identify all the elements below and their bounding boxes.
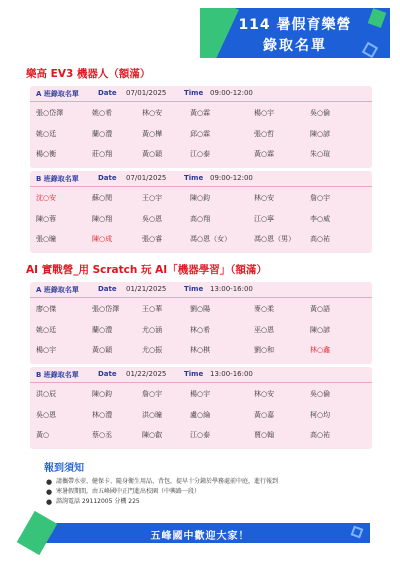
student-name: 蔡○丞 [92, 431, 113, 439]
student-name: 高○祐 [310, 431, 331, 439]
table-row [30, 325, 372, 336]
notice-text: 請攜帶水壺、健保卡、隨身衛生用品、背包，提早十分鐘於學務處前中庭，進行報到 [56, 478, 279, 485]
student-name: 詹○宇 [310, 194, 331, 202]
student-name: 陳○成 [92, 235, 113, 243]
notice-list [46, 477, 376, 507]
panel-divider [30, 297, 372, 298]
class-panel [30, 171, 372, 253]
student-name: 江○泰 [190, 431, 211, 439]
student-name: 劉○和 [254, 346, 275, 354]
page-subtitle: 錄取名單 [263, 38, 327, 54]
student-name: 吳○倫 [310, 109, 331, 117]
student-name: 尤○振 [142, 346, 163, 354]
notice-item [46, 497, 376, 507]
time-value: 13:00-16:00 [210, 285, 253, 293]
student-name: 陳○叡 [142, 431, 163, 439]
student-name: 楊○宇 [36, 346, 57, 354]
bullet-icon: ● [46, 478, 53, 486]
student-name: 尤○涵 [142, 326, 163, 334]
student-name: 洪○辰 [36, 390, 57, 398]
footer-banner [30, 523, 370, 543]
date-label: Date [98, 370, 117, 378]
student-name: 廖○傑 [36, 305, 57, 313]
table-row [30, 149, 372, 160]
date-label: Date [98, 285, 117, 293]
student-name: 張○岱澤 [36, 109, 64, 117]
student-name: 柯○均 [310, 411, 331, 419]
table-row [30, 345, 372, 356]
student-name: 黃○語 [310, 305, 331, 313]
student-name: 洪○瞳 [142, 411, 163, 419]
table-row [30, 430, 372, 441]
student-name: 高○翔 [190, 215, 211, 223]
student-name: 張○岱澤 [92, 305, 120, 313]
notice-text: 諮詢電話 29112005 分機 225 [56, 498, 140, 505]
table-row [30, 410, 372, 421]
table-row [30, 234, 372, 245]
student-name: 楊○宇 [190, 390, 211, 398]
panel-divider [30, 101, 372, 102]
student-name: 江○寧 [254, 215, 275, 223]
date-value: 07/01/2025 [126, 89, 167, 97]
student-name: 莊○翔 [92, 150, 113, 158]
panel-header [36, 89, 366, 101]
student-name: 盧○綸 [190, 411, 211, 419]
student-name: 陳○諺 [310, 130, 331, 138]
page-title: 114 暑假育樂營 [238, 17, 352, 33]
notice-item [46, 477, 376, 487]
time-label: Time [184, 89, 204, 97]
student-name: 朱○瑄 [310, 150, 331, 158]
student-name: 江○泰 [190, 150, 211, 158]
student-name: 邱○霖 [190, 130, 211, 138]
date-value: 01/22/2025 [126, 370, 167, 378]
student-name: 張○睿 [142, 235, 163, 243]
student-name: 姚○廷 [36, 326, 57, 334]
time-value: 09:00-12:00 [210, 174, 253, 182]
student-name: 詹○宇 [142, 390, 163, 398]
panel-header [36, 285, 366, 297]
bullet-icon: ● [46, 488, 53, 496]
class-panel [30, 86, 372, 168]
student-name: 蘇○閔 [92, 194, 113, 202]
student-name: 黃○穎 [142, 150, 163, 158]
date-label: Date [98, 89, 117, 97]
student-name: 馮○恩（女） [190, 235, 232, 243]
student-name: 吳○恩 [142, 215, 163, 223]
class-panel [30, 282, 372, 364]
student-name: 巫○恩 [254, 326, 275, 334]
table-row [30, 129, 372, 140]
student-name: 黃○樺 [142, 130, 163, 138]
time-label: Time [184, 285, 204, 293]
date-value: 01/21/2025 [126, 285, 167, 293]
table-row [30, 193, 372, 204]
student-name: 林○棋 [190, 346, 211, 354]
class-label: A 班錄取名單 [36, 286, 79, 294]
student-name: 麥○柔 [254, 305, 275, 313]
student-name: 陳○鈞 [92, 390, 113, 398]
section-title-ai: AI 實戰營_用 Scratch 玩 AI「機器學習」（額滿） [26, 264, 267, 276]
student-name: 李○威 [310, 215, 331, 223]
time-value: 13:00-16:00 [210, 370, 253, 378]
header-banner [200, 8, 390, 58]
bullet-icon: ● [46, 498, 53, 506]
student-name: 林○安 [254, 194, 275, 202]
time-label: Time [184, 174, 204, 182]
student-name: 蘭○澧 [92, 130, 113, 138]
student-name: 陳○諺 [310, 326, 331, 334]
student-name: 張○哲 [254, 130, 275, 138]
table-row [30, 108, 372, 119]
student-name: 黃○霖 [190, 109, 211, 117]
student-name: 林○希 [190, 326, 211, 334]
student-name: 王○宇 [142, 194, 163, 202]
class-label: B 班錄取名單 [36, 175, 79, 183]
student-name: 馮○恩（男） [254, 235, 296, 243]
panel-divider [30, 382, 372, 383]
table-row [30, 389, 372, 400]
student-name: 劉○陽 [190, 305, 211, 313]
student-name: 林○安 [254, 390, 275, 398]
class-panel [30, 367, 372, 449]
footer-text: 五峰國中歡迎大家！ [150, 531, 250, 542]
student-name: 吳○恩 [36, 411, 57, 419]
date-label: Date [98, 174, 117, 182]
student-name: 林○鑫 [310, 346, 331, 354]
student-name: 黃○霖 [254, 150, 275, 158]
student-name: 楊○宇 [254, 109, 275, 117]
date-value: 07/01/2025 [126, 174, 167, 182]
student-name: 高○祐 [310, 235, 331, 243]
student-name: 黃○嘉 [254, 411, 275, 419]
student-name: 蘭○澧 [92, 326, 113, 334]
student-name: 林○澧 [92, 411, 113, 419]
student-name: 吳○倫 [310, 390, 331, 398]
student-name: 賈○翰 [254, 431, 275, 439]
notice-title: 報到須知 [44, 463, 84, 474]
notice-item [46, 487, 376, 497]
student-name: 姚○廷 [36, 130, 57, 138]
student-name: 王○華 [142, 305, 163, 313]
table-row [30, 214, 372, 225]
class-label: A 班錄取名單 [36, 90, 79, 98]
section-title-lego: 樂高 EV3 機器人（額滿） [26, 68, 151, 80]
notice-text: 寒暑假期間，由五峰國中正門進出校園（中興路一段） [56, 488, 201, 495]
panel-divider [30, 186, 372, 187]
panel-header [36, 370, 366, 382]
time-label: Time [184, 370, 204, 378]
student-name: 楊○衡 [36, 150, 57, 158]
panel-header [36, 174, 366, 186]
student-name: 張○瞳 [36, 235, 57, 243]
student-name: 姚○希 [92, 109, 113, 117]
student-name: 沈○安 [36, 194, 57, 202]
student-name: 陳○鈞 [190, 194, 211, 202]
student-name: 林○安 [142, 109, 163, 117]
student-name: 黃○ [36, 431, 50, 439]
time-value: 09:00-12:00 [210, 89, 253, 97]
student-name: 陳○翔 [92, 215, 113, 223]
table-row [30, 304, 372, 315]
student-name: 黃○穎 [92, 346, 113, 354]
class-label: B 班錄取名單 [36, 371, 79, 379]
student-name: 陳○蓉 [36, 215, 57, 223]
